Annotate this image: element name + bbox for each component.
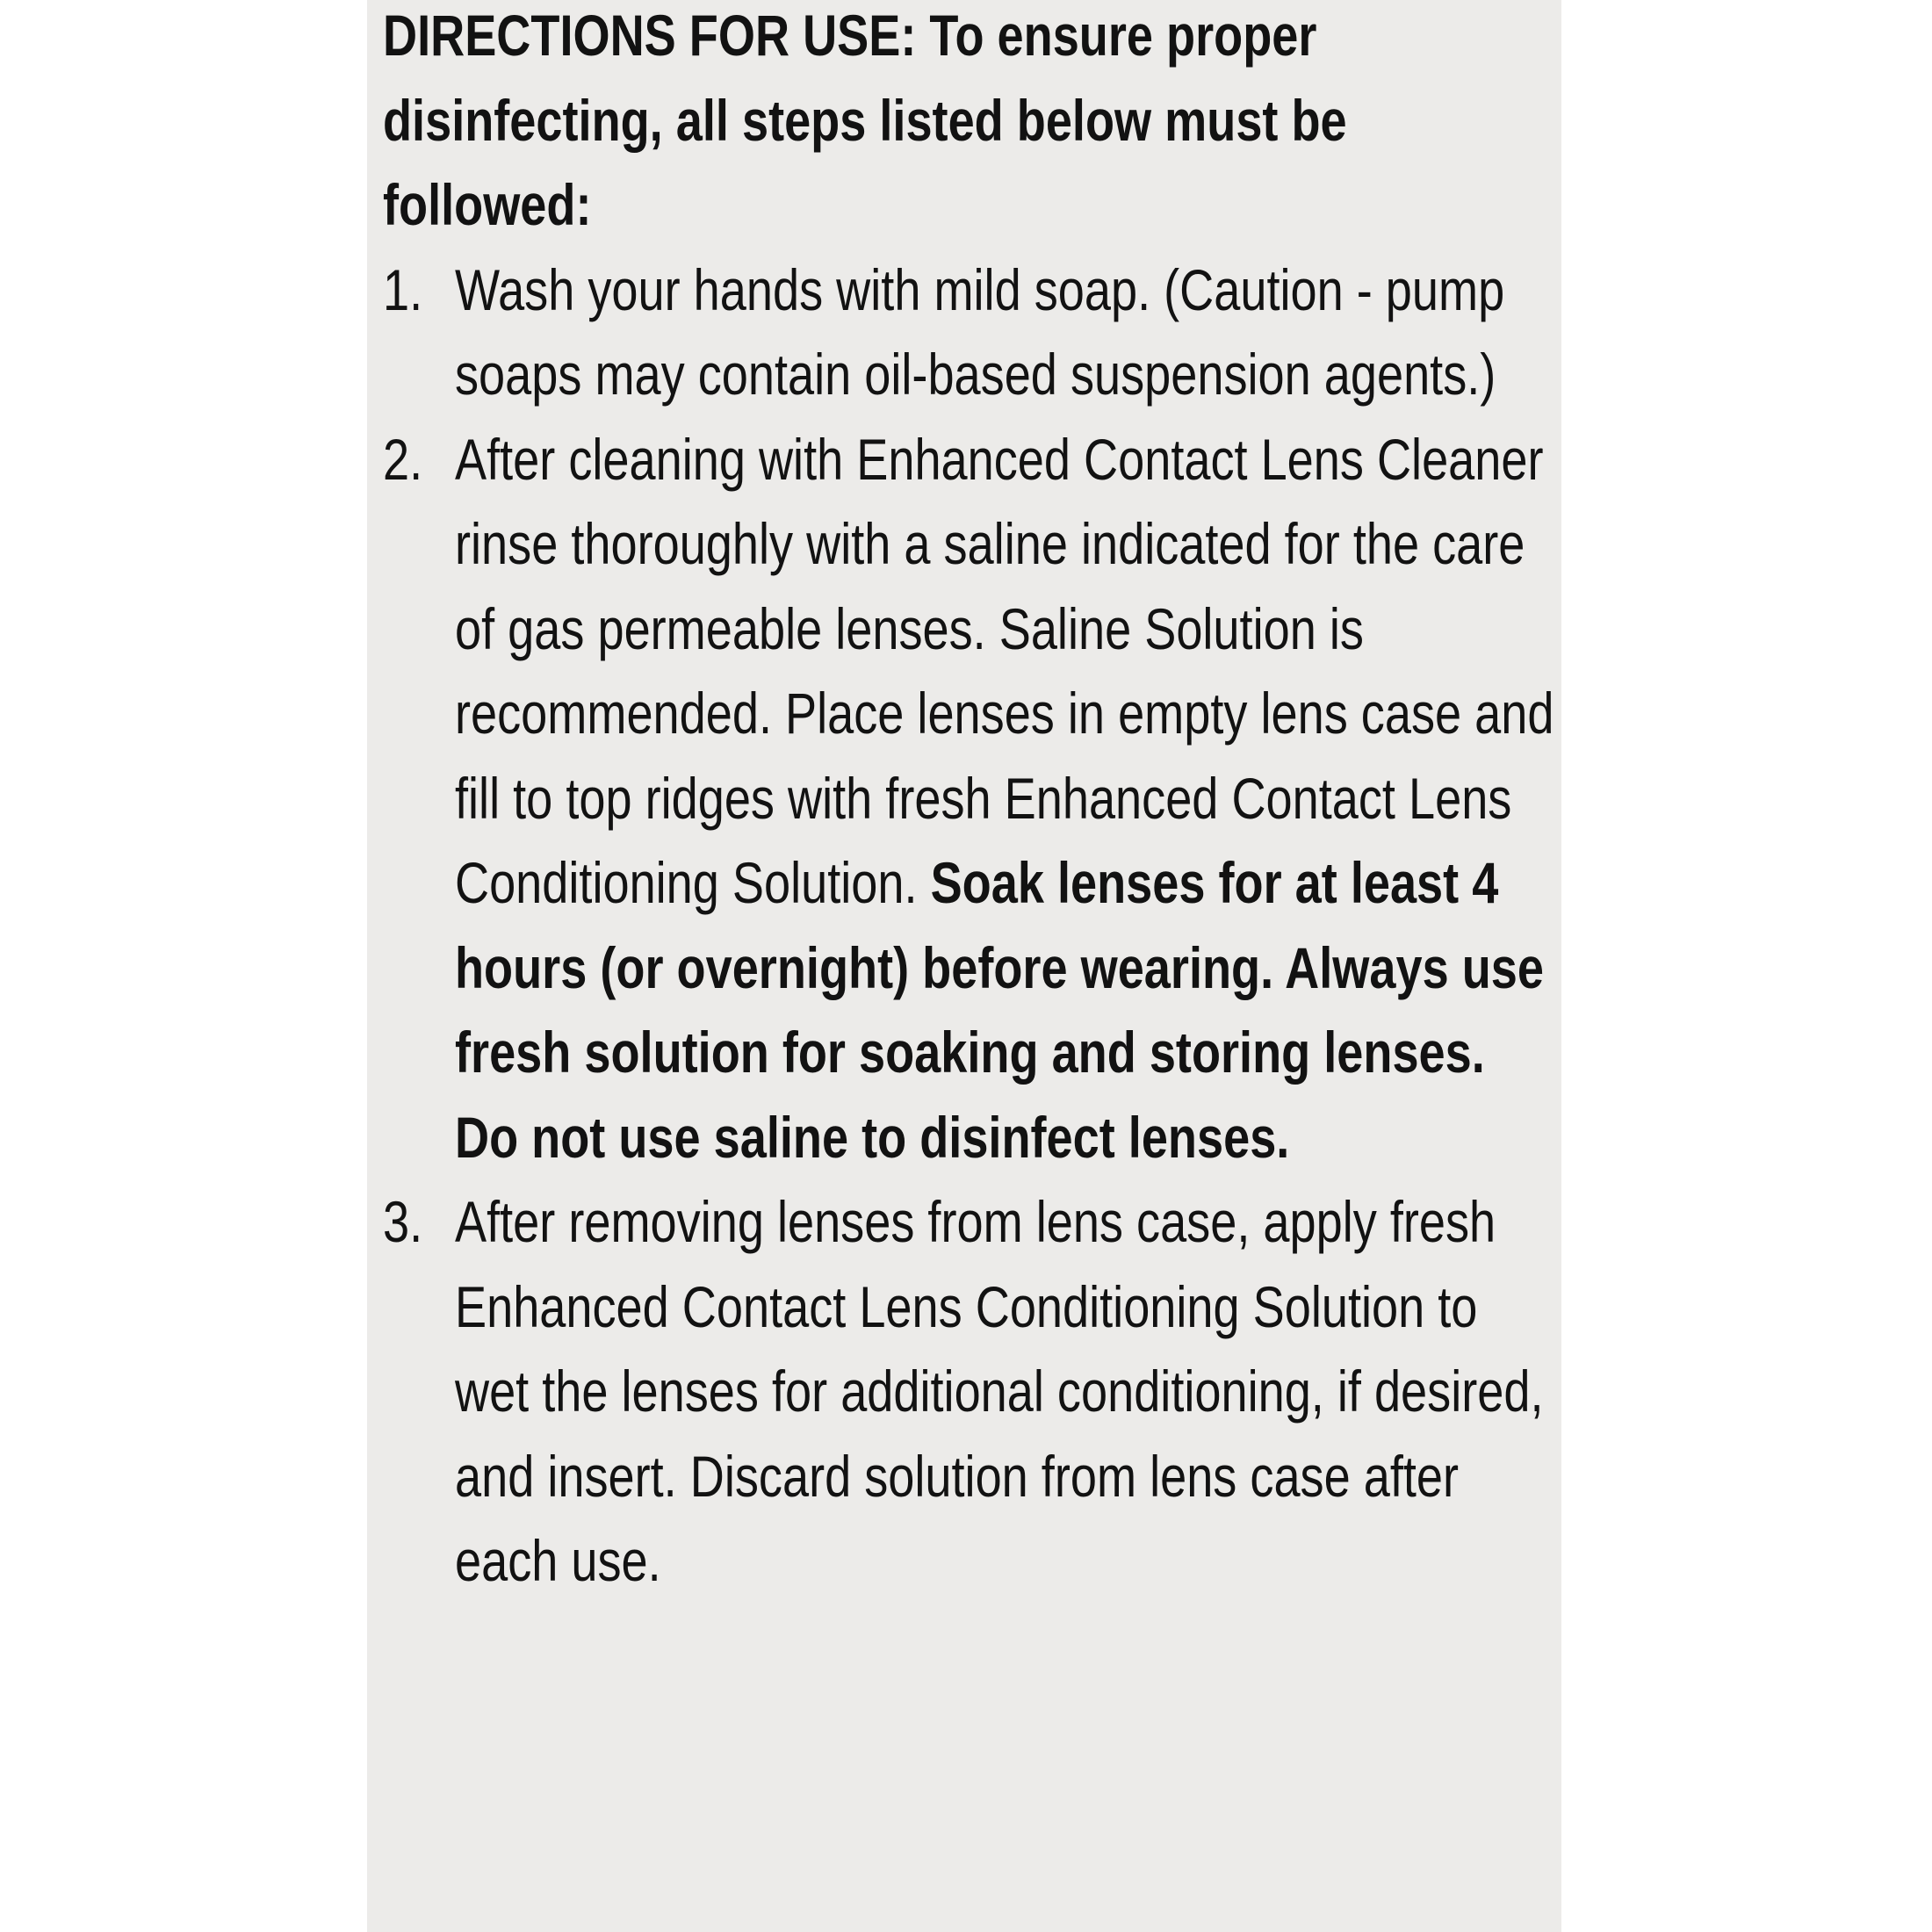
- step-text: After cleaning with Enhanced Contact Lens Cleaner rinse thoroughly with a saline indicated for the care of gas permeable lenses. Saline Solution is recommended. Place lenses in empty lens case and fill to top ridges with fresh Enhanced Contact Lens Conditioning Solution.: [455, 426, 1554, 915]
- step-number: 3.: [383, 1189, 423, 1254]
- step-1: [383, 248, 1557, 417]
- step-text: After removing lenses from lens case, apply fresh Enhanced Contact Lens Conditioning Solution to wet the lenses for additional conditioning, if desired, and insert. Discard solution from lens case after each use.: [455, 1189, 1544, 1593]
- label-panel: [367, 0, 1561, 1932]
- step-number: 1.: [383, 256, 423, 322]
- step-2: [383, 417, 1557, 1180]
- step-number: 2.: [383, 426, 423, 492]
- step-text: Wash your hands with mild soap. (Caution - pump soaps may contain oil-based suspension agents.): [455, 256, 1505, 407]
- directions-text: [383, 0, 1557, 1604]
- directions-heading: DIRECTIONS FOR USE: To ensure proper disinfecting, all steps listed below must be followed:: [383, 3, 1347, 237]
- step-bold-warning: Soak lenses for at least 4 hours (or overnight) before wearing. Always use fresh solution for soaking and storing lenses. Do not use saline to disinfect lenses.: [455, 850, 1544, 1170]
- steps-list: [383, 248, 1557, 1604]
- step-3: [383, 1179, 1557, 1604]
